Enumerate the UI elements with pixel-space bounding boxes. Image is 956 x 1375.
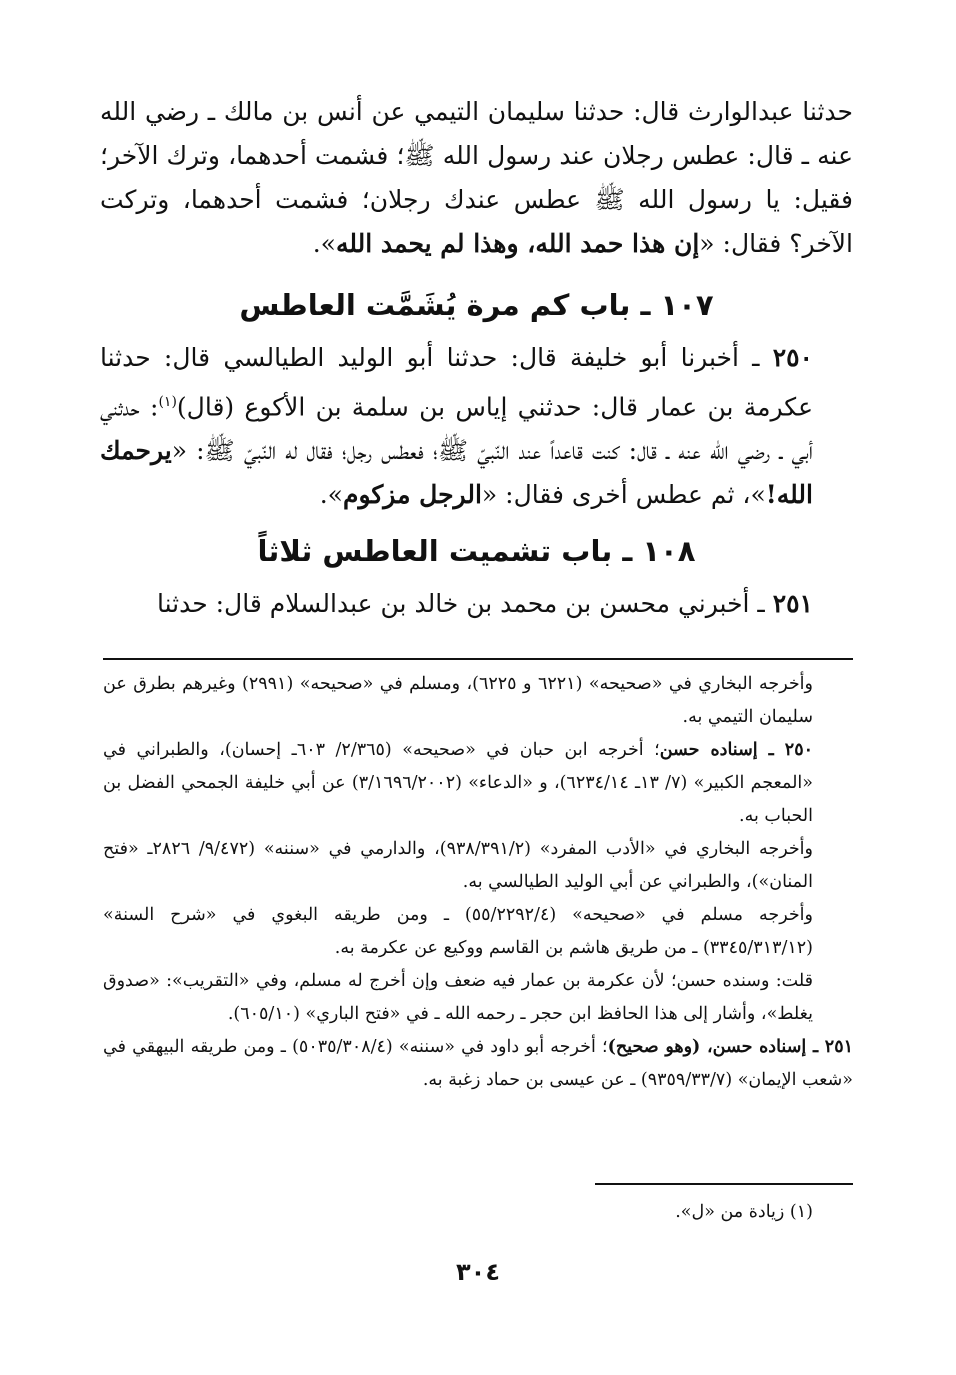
- paragraph-1-quote: إن هذا حمد الله، وهذا لم يحمد الله: [335, 229, 700, 258]
- hadith-250: [100, 336, 853, 517]
- hadith-250-number: ٢٥٠: [772, 343, 813, 372]
- footnote-1: وأخرجه البخاري في «صحيحه» (٦٢٢١ و ٦٢٢٥)، ومسلم في «صحيحه» (٢٩٩١) وغيرهم بطرق عن سليمان التيمي به.: [103, 674, 813, 727]
- footnote-4: وأخرجه مسلم في «صحيحه» (٥٥/٢٢٩٢/٤) ـ ومن طريقه البغوي في «شرح السنة» (٣٣٤٥/٣١٣/١٢) ـ من طريق هاشم بن القاسم ووكيع عن عكرمة به.: [103, 905, 813, 958]
- footnote-250-number: ٢٥٠: [784, 740, 813, 760]
- endnote-text: (١) زيادة من «ل».: [675, 1202, 813, 1222]
- footnote-3: وأخرجه البخاري في «الأدب المفرد» (٩٣٨/٣٩١/٢)، والدارمي في «سننه» (٩/٤٧٢/ ٢٨٢٦ـ «فتح المنان»)، والطبراني عن أبي الوليد الطيالسي به.: [103, 839, 813, 892]
- page-number: ٣٠٤: [456, 1258, 500, 1286]
- hadith-251-number: ٢٥١: [772, 589, 813, 618]
- hadith-250-text-2: : حدثني أبي ـ رضي الله عنه ـ قال: كنت قاعداً عند النّبيّ ﷺ؛ فعطس رجل؛ فقال له النّبيّ ﷺ: «: [100, 392, 813, 466]
- footnote-marker: (١): [158, 394, 177, 410]
- paragraph-1-text: حدثنا عبدالوارث قال: حدثنا سليمان التيمي عن أنس بن مالك ـ رضي الله عنه ـ قال: عطس رجلان عند رسول الله ﷺ؛ فشمت أحدهما، وترك الآخر؛ فقيل: يا رسول الله ﷺ عطس عندك رجلان؛ فشمت أحدهما، وتركت الآخر؟ فقال: «: [100, 97, 853, 258]
- footnote-251-grade: ـ إسناده حسن، (وهو صحيح): [607, 1037, 825, 1057]
- hadith-250-text: ـ أخبرنا أبو خليفة قال: حدثنا أبو الوليد الطيالسي قال: حدثنا عكرمة بن عمار قال: حدثني إياس بن سلمة بن الأكوع (قال): [100, 343, 814, 422]
- paragraph-1-end: ».: [312, 229, 336, 258]
- footnote-251: [103, 1031, 853, 1097]
- footnote-251-number: ٢٥١: [824, 1037, 853, 1057]
- footnotes-block: [103, 668, 853, 1097]
- hadith-250-text-3: »، ثم عطس أخرى فقال: «: [481, 480, 766, 510]
- footnote-250-text: ؛ أخرجه ابن حبان في «صحيحه» (٢/٣٦٥/ ٦٠٣ـ إحسان)، والطبراني في «المعجم الكبير» (٧/ ١٣ـ ٦٢٣٤/١٤)، و «الدعاء» (٣/١٦٩٦/٢٠٠٢) عن أبي خليفة الجمحي الفضل بن الحباب به.: [103, 740, 814, 826]
- footnote-250: [103, 734, 853, 833]
- hadith-250-quote-1: يرحمك الله!: [100, 436, 813, 510]
- endnote-divider: [595, 1183, 853, 1185]
- footnote-divider: [103, 658, 853, 660]
- footnote-250-grade: ـ إسناده حسن: [659, 740, 785, 760]
- chapter-heading-108: ١٠٨ ـ باب تشميت العاطس ثلاثاً: [257, 534, 696, 568]
- chapter-heading-107: ١٠٧ ـ باب كم مرة يُشَمَّت العاطس: [239, 288, 714, 322]
- hadith-250-quote-2: الرجل مزكوم: [342, 480, 482, 510]
- footnote-5: قلت: وسنده حسن؛ لأن عكرمة بن عمار فيه ضعف وإن أخرج له مسلم، وفي «التقريب»: «صدوق يغلط»، وأشار إلى هذا الحافظ ابن حجر ـ رحمه الله ـ في «فتح الباري» (٦٠٥/١٠).: [103, 971, 813, 1024]
- hadith-251-text: ـ أخبرني محسن بن محمد بن خالد بن عبدالسلام قال: حدثنا: [156, 589, 773, 618]
- paragraph-1: [100, 90, 853, 266]
- footnote-251-text: ؛ أخرجه أبو داود في «سننه» (٥٠٣٥/٣٠٨/٤) ـ ومن طريقه البيهقي في «شعب الإيمان» (٩٣٥٩/٣٣/٧) ـ عن عيسى بن حماد زغبة به.: [103, 1037, 853, 1090]
- hadith-250-end: ».: [319, 480, 343, 510]
- hadith-251: [100, 582, 853, 626]
- endnote: [103, 1196, 853, 1229]
